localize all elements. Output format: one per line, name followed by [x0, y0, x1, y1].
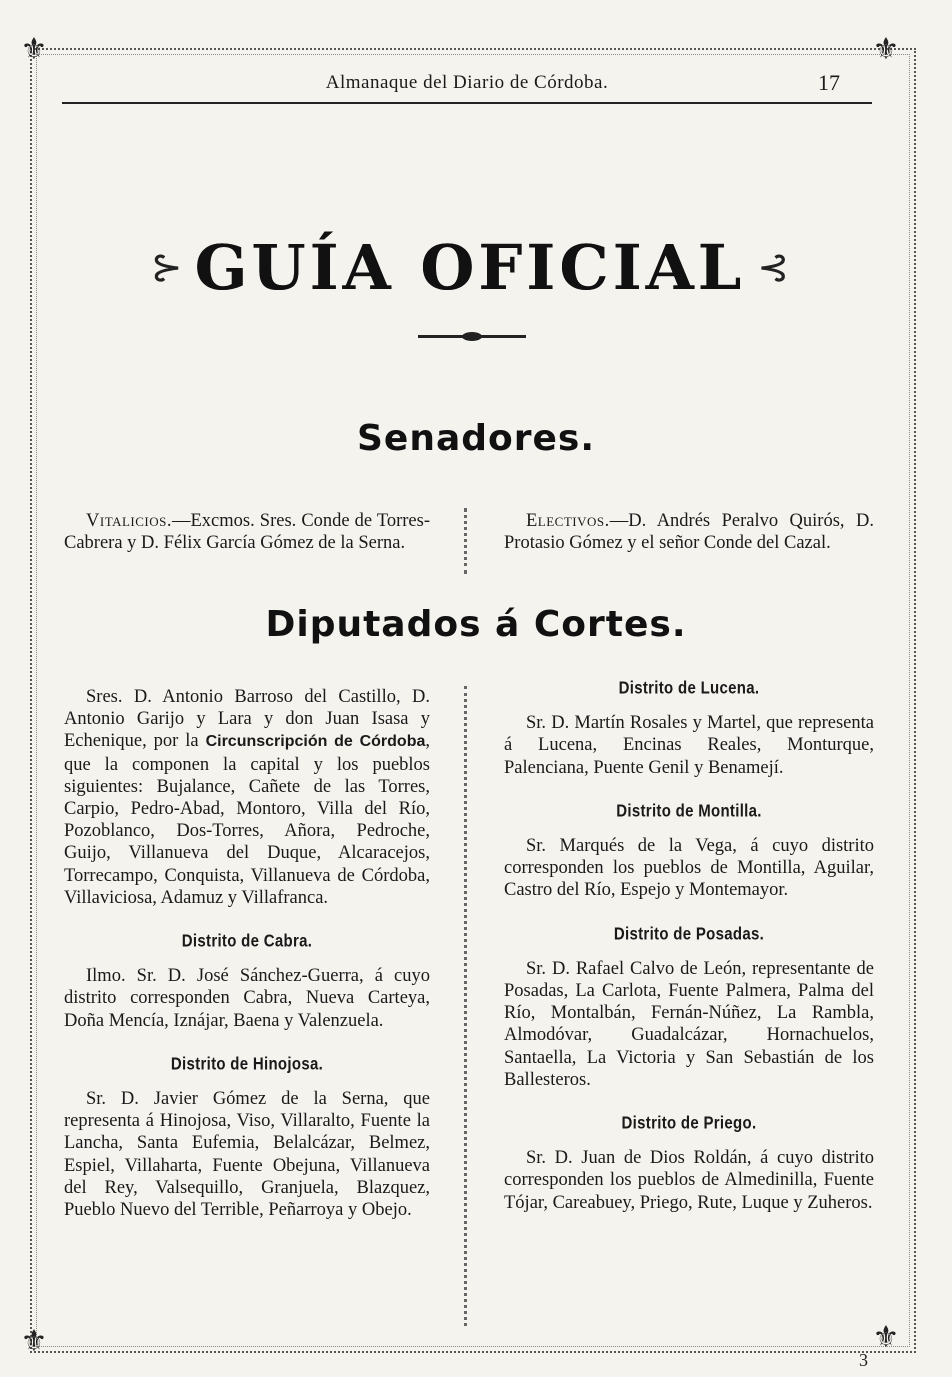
senadores-vitalicios [64, 510, 430, 554]
senadores-electivos [504, 510, 874, 554]
diputados-left-column [64, 686, 430, 1221]
page-number: 17 [818, 70, 840, 95]
fleur-de-lis-icon: ⚜ [872, 32, 900, 67]
vitalicios-label: Vitalicios. [86, 511, 172, 531]
senadores-heading: Senadores. [356, 418, 596, 459]
diputados-heading: Diputados á Cortes. [265, 604, 687, 645]
fleur-de-lis-icon: ⚜ [20, 32, 48, 67]
diputados-right-column [504, 672, 874, 1214]
fleur-de-lis-icon: ⚜ [872, 1320, 900, 1355]
column-divider [464, 508, 467, 574]
district-text-lucena: Sr. D. Martín Rosales y Martel, que representa á Lucena, Encinas Reales, Monturque, Palenciana, Puente Genil y Benamejí. [504, 713, 874, 778]
scroll-ornament-icon: ⊰ [757, 245, 790, 289]
district-title-lucena: Distrito de Lucena. [618, 678, 760, 699]
district-text-posadas: Sr. D. Rafael Calvo de León, representante de Posadas, La Carlota, Fuente Palmera, Palma del Río, Montalbán, Fernán-Núñez, La Rambla, Almodóvar, Guadalcázar, Hornachuelos, Santaella, La Victoria y San Sebastián de los Ballesteros. [504, 958, 874, 1090]
electivos-label: Electivos. [526, 511, 610, 531]
main-title-block [140, 222, 800, 312]
vitalicios-text: —Excmos. Sres. Conde de Torres-Cabrera y D. Félix García Gómez de la Serna. [64, 511, 430, 554]
scroll-ornament-icon: ⊱ [150, 245, 183, 289]
circunscripcion-paragraph [64, 686, 430, 909]
circunscripcion-emph: Circunscripción de Córdoba [205, 733, 426, 751]
fleur-de-lis-icon: ⚜ [20, 1324, 48, 1359]
district-text-cabra: Ilmo. Sr. D. José Sánchez-Guerra, á cuyo distrito corresponden Cabra, Nueva Carteya, Doña Mencía, Iznájar, Baena y Valenzuela. [64, 966, 430, 1031]
district-title-montilla: Distrito de Montilla. [616, 801, 762, 821]
district-title-cabra: Distrito de Cabra. [181, 931, 313, 952]
district-title-posadas: Distrito de Posadas. [613, 924, 765, 944]
intro-text-cont: , que la componen la capital y los pueblos siguientes: Bujalance, Cañete de las Torres, Carpio, Pedro-Abad, Montoro, Villa del Río, Pozoblanco, Dos-Torres, Añora, Pedroche, Guijo, Villanueva del Duque, Alcaracejos, Torrecampo, Conquista, Villanueva de Córdoba, Villaviciosa, Adamuz y Villafranca. [64, 731, 430, 908]
intro-text: Sres. D. Antonio Barroso del Castillo, D. Antonio Garijo y Lara y don Juan Isasa y Echenique, por la [64, 687, 430, 752]
title-rule [418, 335, 526, 338]
electivos-text: —D. Andrés Peralvo Quirós, D. Protasio Gómez y el señor Conde del Cazal. [504, 511, 874, 554]
district-text-montilla: Sr. Marqués de la Vega, á cuyo distrito corresponden los pueblos de Montilla, Aguilar, Castro del Río, Espejo y Montemayor. [504, 836, 874, 901]
column-divider [464, 686, 467, 1326]
district-text-hinojosa: Sr. D. Javier Gómez de la Serna, que representa á Hinojosa, Viso, Villaralto, Fuente la Lancha, Santa Eufemia, Belalcázar, Belmez, Espiel, Villaharta, Fuente Obejuna, Villanueva del Rey, Valsequillo, Granjuela, Blazquez, Pueblo Nuevo del Terrible, Peñarroya y Obejo. [64, 1089, 430, 1221]
district-title-hinojosa: Distrito de Hinojosa. [170, 1054, 324, 1075]
folio-mark: 3 [859, 1350, 868, 1370]
district-text-priego: Sr. D. Juan de Dios Roldán, á cuyo distrito corresponden los pueblos de Almedinilla, Fuente Tójar, Careabuey, Priego, Rute, Luque y Zuheros. [504, 1148, 874, 1213]
main-title: GUÍA OFICIAL [194, 230, 746, 304]
district-title-priego: Distrito de Priego. [621, 1113, 757, 1134]
running-title: Almanaque del Diario de Córdoba. [325, 72, 609, 93]
running-header [62, 68, 872, 104]
